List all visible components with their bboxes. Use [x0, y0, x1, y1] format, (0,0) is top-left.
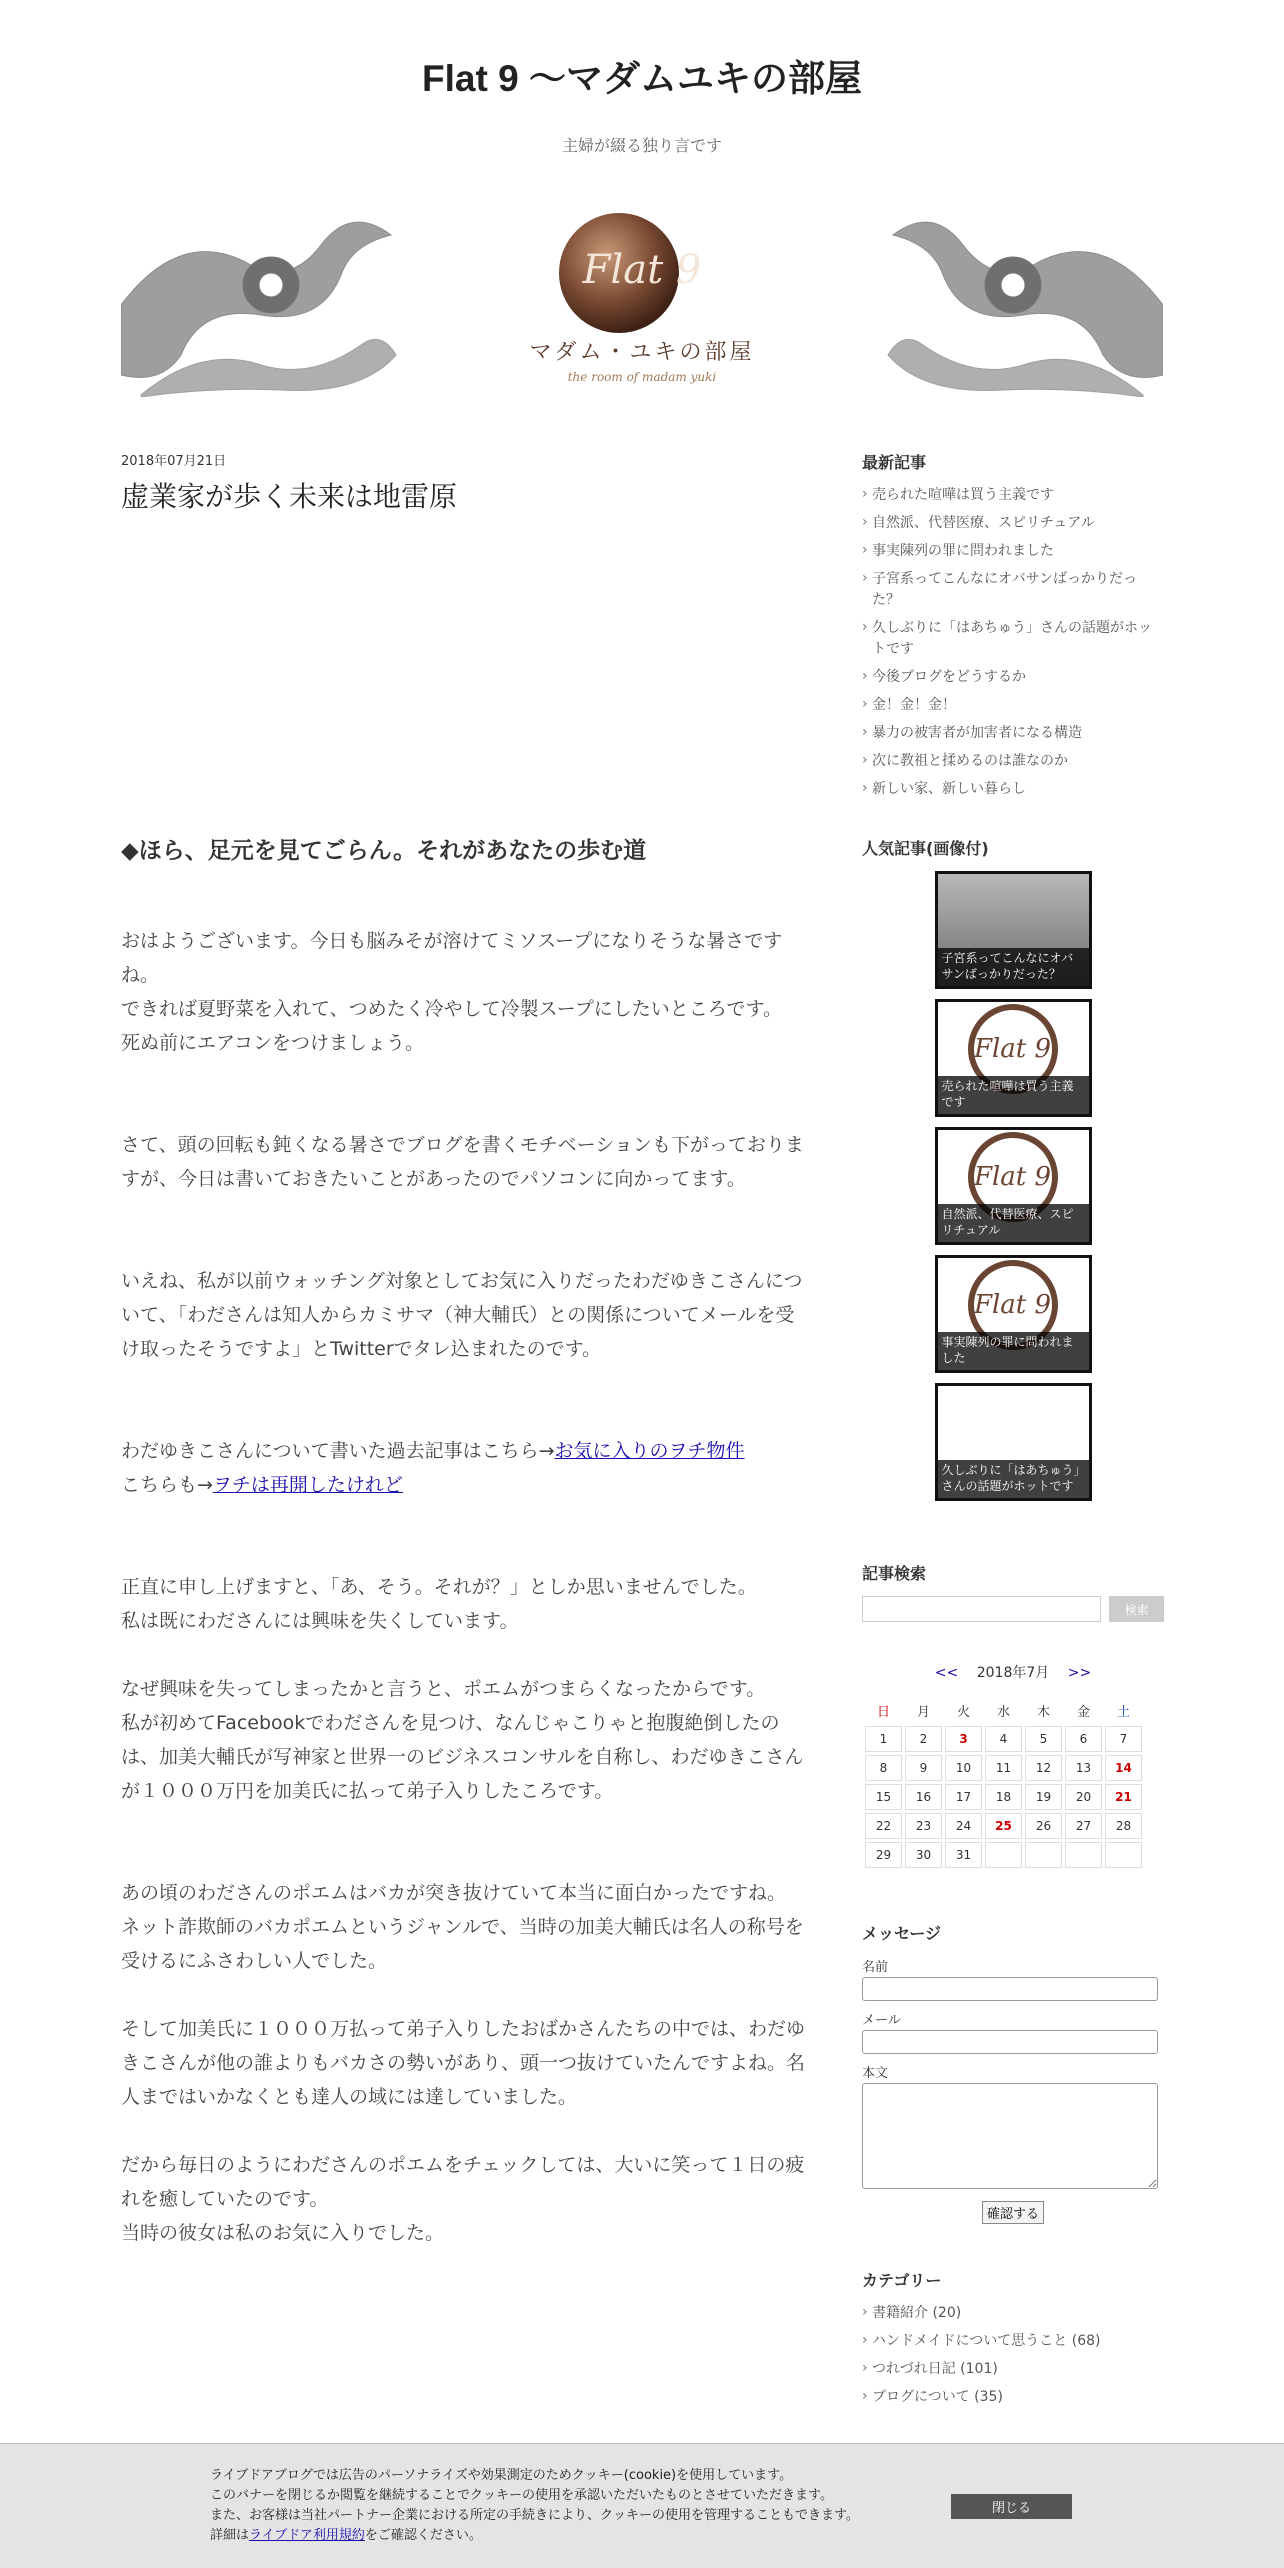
- calendar-day: 5: [1025, 1726, 1062, 1752]
- banner-logo-text: マダム・ユキの部屋: [529, 340, 755, 365]
- calendar-day: 9: [905, 1755, 942, 1781]
- recent-item[interactable]: › 新しい家、新しい暮らし: [862, 779, 1164, 800]
- calendar-day: 16: [905, 1784, 942, 1810]
- message-body-label: 本文: [862, 2066, 889, 2081]
- paragraph: [121, 2148, 806, 2250]
- text-line: あの頃のわださんのポエムはバカが突き抜けていて本当に面白かったですね。: [121, 1882, 787, 1904]
- recent-item[interactable]: › 暴力の被害者が加害者になる構造: [862, 723, 1164, 744]
- message-mail-input[interactable]: [862, 2030, 1158, 2054]
- recent-item[interactable]: › 売られた喧嘩は買う主義です: [862, 485, 1164, 506]
- category-item[interactable]: › 書籍紹介 (20): [862, 2303, 1164, 2324]
- message-heading: メッセージ: [862, 1924, 942, 1943]
- recent-item[interactable]: › 自然派、代替医療、スピリチュアル: [862, 513, 1164, 534]
- cookie-line-suffix: をご確認ください。: [364, 2528, 482, 2543]
- paragraph: [121, 1672, 806, 1808]
- calendar-day: [985, 1842, 1022, 1868]
- link-watch-resumed[interactable]: ヲチは再開したけれど: [212, 1474, 403, 1496]
- popular-caption: 自然派、代替医療、スピリチュアル: [938, 1204, 1089, 1242]
- category-item[interactable]: › ブログについて (35): [862, 2387, 1164, 2408]
- paragraph: [121, 1264, 806, 1366]
- calendar-day: 30: [905, 1842, 942, 1868]
- calendar-day: 31: [945, 1842, 982, 1868]
- calendar-nav: [862, 1662, 1164, 1682]
- recent-list: [862, 485, 1164, 800]
- search-form: [862, 1596, 1164, 1622]
- popular-thumbnail-logo: Flat 9: [968, 1260, 1058, 1350]
- calendar-day-linked[interactable]: 25: [985, 1813, 1022, 1839]
- banner-ornament: [121, 205, 1163, 397]
- message-form: [862, 1956, 1164, 2224]
- text-line: できれば夏野菜を入れて、つめたく冷やして冷製スープにしたいところです。: [121, 998, 783, 1020]
- text-line: こちらも→: [121, 1474, 213, 1496]
- calendar-day: 1: [865, 1726, 902, 1752]
- popular-item[interactable]: [935, 1127, 1092, 1245]
- message-name-input[interactable]: [862, 1977, 1158, 2001]
- site-description: 主婦が綴る独り言です: [561, 136, 722, 155]
- calendar-day: 23: [905, 1813, 942, 1839]
- calendar-day: 7: [1105, 1726, 1142, 1752]
- text-line: 死ぬ前にエアコンをつけましょう。: [121, 1032, 425, 1054]
- popular-caption: 売られた喧嘩は買う主義です: [938, 1076, 1089, 1114]
- calendar-prev[interactable]: <<: [934, 1665, 959, 1681]
- calendar-day: 28: [1105, 1813, 1142, 1839]
- recent-item[interactable]: › 今後ブログをどうするか: [862, 667, 1164, 688]
- calendar-day: 19: [1025, 1784, 1062, 1810]
- text-line: ネット詐欺師のバカポエムというジャンルで、当時の加美大輔氏は名人の称号を受けるにふさわしい人でした。: [121, 1916, 804, 1972]
- cookie-line: また、お客様は当社パートナー企業における所定の手続きにより、クッキーの使用を管理することもできます。: [210, 2508, 859, 2523]
- calendar: [862, 1662, 1164, 1871]
- calendar-day-linked[interactable]: 14: [1105, 1755, 1142, 1781]
- section-heading: ◆ほら、足元を見てごらん。それがあなたの歩む道: [121, 838, 647, 864]
- post-body: [121, 924, 806, 2284]
- paragraph: [121, 1128, 806, 1196]
- cookie-banner: [0, 2443, 1284, 2568]
- weekday-header: 木: [1036, 1704, 1050, 1720]
- weekday-header: 金: [1076, 1704, 1090, 1720]
- link-favorite-watch[interactable]: お気に入りのヲチ物件: [554, 1440, 745, 1462]
- calendar-next[interactable]: >>: [1067, 1665, 1092, 1681]
- calendar-day: 22: [865, 1813, 902, 1839]
- search-heading: 記事検索: [862, 1564, 927, 1583]
- post-date: 2018年07月21日: [121, 454, 227, 469]
- text-line: わだゆきこさんについて書いた過去記事はこちら→: [121, 1440, 555, 1462]
- message-mail-label: メール: [862, 2013, 901, 2028]
- calendar-day: 20: [1065, 1784, 1102, 1810]
- category-item[interactable]: › ハンドメイドについて思うこと (68): [862, 2331, 1164, 2352]
- paragraph: [121, 2012, 806, 2114]
- popular-thumbnail-logo: Flat 9: [968, 1004, 1058, 1094]
- text-line: なぜ興味を失ってしまったかと言うと、ポエムがつまらくなったからです。: [121, 1678, 766, 1700]
- text-line: 正直に申し上げますと、「あ、そう。それが？」としか思いませんでした。: [121, 1576, 757, 1598]
- recent-item[interactable]: › 次に教祖と揉めるのは誰なのか: [862, 751, 1164, 772]
- recent-heading: 最新記事: [862, 453, 927, 472]
- paragraph-links: [121, 1434, 806, 1502]
- weekday-header: 土: [1116, 1704, 1130, 1720]
- category-item[interactable]: › つれづれ日記 (101): [862, 2359, 1164, 2380]
- paragraph: [121, 1876, 806, 1978]
- popular-caption: 事実陳列の罪に問われました: [938, 1332, 1089, 1370]
- message-body-input[interactable]: [862, 2083, 1158, 2189]
- cookie-text: [210, 2466, 950, 2546]
- popular-thumbnail-logo: Flat 9: [968, 1132, 1058, 1222]
- calendar-day: 29: [865, 1842, 902, 1868]
- calendar-day: 12: [1025, 1755, 1062, 1781]
- weekday-header: 日: [876, 1704, 890, 1720]
- weekday-header: 水: [996, 1704, 1010, 1720]
- recent-item[interactable]: › 久しぶりに「はあちゅう」さんの話題がホットです: [862, 618, 1164, 660]
- article: [121, 450, 806, 2244]
- category-list: [862, 2303, 1164, 2408]
- weekday-header: 火: [956, 1704, 970, 1720]
- header-banner[interactable]: [121, 205, 1163, 397]
- calendar-day: 15: [865, 1784, 902, 1810]
- banner-logo-sub: the room of madam yuki: [567, 370, 717, 384]
- calendar-day: 18: [985, 1784, 1022, 1810]
- popular-item[interactable]: [935, 1383, 1092, 1501]
- popular-item[interactable]: [935, 1255, 1092, 1373]
- calendar-day: [1025, 1842, 1062, 1868]
- cookie-close-button[interactable]: 閉じる: [951, 2494, 1072, 2519]
- paragraph: [121, 1570, 806, 1638]
- popular-list: [862, 871, 1164, 1511]
- calendar-day: [1065, 1842, 1102, 1868]
- popular-item[interactable]: [935, 999, 1092, 1117]
- message-confirm-button[interactable]: 確認する: [982, 2201, 1044, 2224]
- category-heading: カテゴリー: [862, 2271, 942, 2290]
- calendar-day-linked[interactable]: 21: [1105, 1784, 1142, 1810]
- calendar-day: 2: [905, 1726, 942, 1752]
- calendar-day: 4: [985, 1726, 1022, 1752]
- cookie-line: [210, 2526, 950, 2546]
- popular-caption: 子宮系ってこんなにオバサンばっかりだった？: [938, 948, 1089, 986]
- cookie-line: ライブドアブログでは広告のパーソナライズや効果測定のためクッキー(cookie)を使用しています。: [210, 2468, 793, 2483]
- text-line: おはようございます。今日も脳みそが溶けてミソスープになりそうな暑さですね。: [121, 930, 783, 986]
- calendar-day: 17: [945, 1784, 982, 1810]
- site-title[interactable]: Flat 9 〜マダムユキの部屋: [422, 58, 862, 99]
- popular-caption: 久しぶりに「はあちゅう」さんの話題がホットです: [938, 1460, 1089, 1498]
- text-line: 私は既にわださんには興味を失くしています。: [121, 1610, 519, 1632]
- calendar-day-linked[interactable]: 3: [945, 1726, 982, 1752]
- text-line: 当時の彼女は私のお気に入りでした。: [121, 2222, 445, 2244]
- calendar-table: [862, 1694, 1145, 1871]
- popular-item[interactable]: [935, 871, 1092, 989]
- calendar-day: 13: [1065, 1755, 1102, 1781]
- calendar-day: [1105, 1842, 1142, 1868]
- popular-heading: 人気記事(画像付): [862, 839, 989, 858]
- recent-item[interactable]: › 子宮系ってこんなにオバサンばっかりだった？: [862, 569, 1164, 611]
- sidebar: [862, 450, 1164, 2415]
- search-button[interactable]: 検索: [1109, 1596, 1164, 1622]
- calendar-day: 10: [945, 1755, 982, 1781]
- calendar-day: 11: [985, 1755, 1022, 1781]
- paragraph: [121, 924, 806, 1060]
- message-name-label: 名前: [862, 1960, 889, 1975]
- cookie-line: このバナーを閉じるか閲覧を継続することでクッキーの使用を承認いただいたものとさせていただきます。: [210, 2488, 833, 2503]
- recent-item[interactable]: › 金！金！金！: [862, 695, 1164, 716]
- calendar-day: 26: [1025, 1813, 1062, 1839]
- banner-logo-mark: Flat 9: [582, 247, 702, 293]
- text-line: そして加美氏に１０００万払って弟子入りしたおばかさんたちの中では、わだゆきこさんが他の誰よりもバカさの勢いがあり、頭一つ抜けていたんですよね。名人まではいかなくとも達人の域には達していました。: [121, 2018, 806, 2108]
- cookie-line-prefix: 詳細は: [210, 2528, 250, 2543]
- weekday-header: 月: [916, 1704, 930, 1720]
- calendar-day: 24: [945, 1813, 982, 1839]
- text-line: 私が初めてFacebookでわださんを見つけ、なんじゃこりゃと抱腹絶倒したのは、加美大輔氏が写神家と世界一のビジネスコンサルを自称し、わだゆきこさんが１０００万円を加美氏に払って弟子入りしたころです。: [121, 1712, 804, 1802]
- text-line: だから毎日のようにわださんのポエムをチェックしては、大いに笑って１日の疲れを癒していたのです。: [121, 2154, 805, 2210]
- calendar-month: 2018年7月: [976, 1665, 1050, 1681]
- calendar-day: 6: [1065, 1726, 1102, 1752]
- post-title[interactable]: 虚業家が歩く未来は地雷原: [121, 480, 458, 513]
- text-line: いえね、私が以前ウォッチング対象としてお気に入りだったわだゆきこさんについて、「わださんは知人からカミサマ（神大輔氏）との関係についてメールを受け取ったそうですよ」とTwitterでタレ込まれたのです。: [121, 1270, 803, 1360]
- calendar-day: 27: [1065, 1813, 1102, 1839]
- calendar-day: 8: [865, 1755, 902, 1781]
- text-line: さて、頭の回転も鈍くなる暑さでブログを書くモチベーションも下がっておりますが、今日は書いておきたいことがあったのでパソコンに向かってます。: [121, 1134, 804, 1190]
- terms-link[interactable]: ライブドア利用規約: [249, 2528, 365, 2543]
- recent-item[interactable]: › 事実陳列の罪に問われました: [862, 541, 1164, 562]
- search-input[interactable]: [862, 1596, 1101, 1622]
